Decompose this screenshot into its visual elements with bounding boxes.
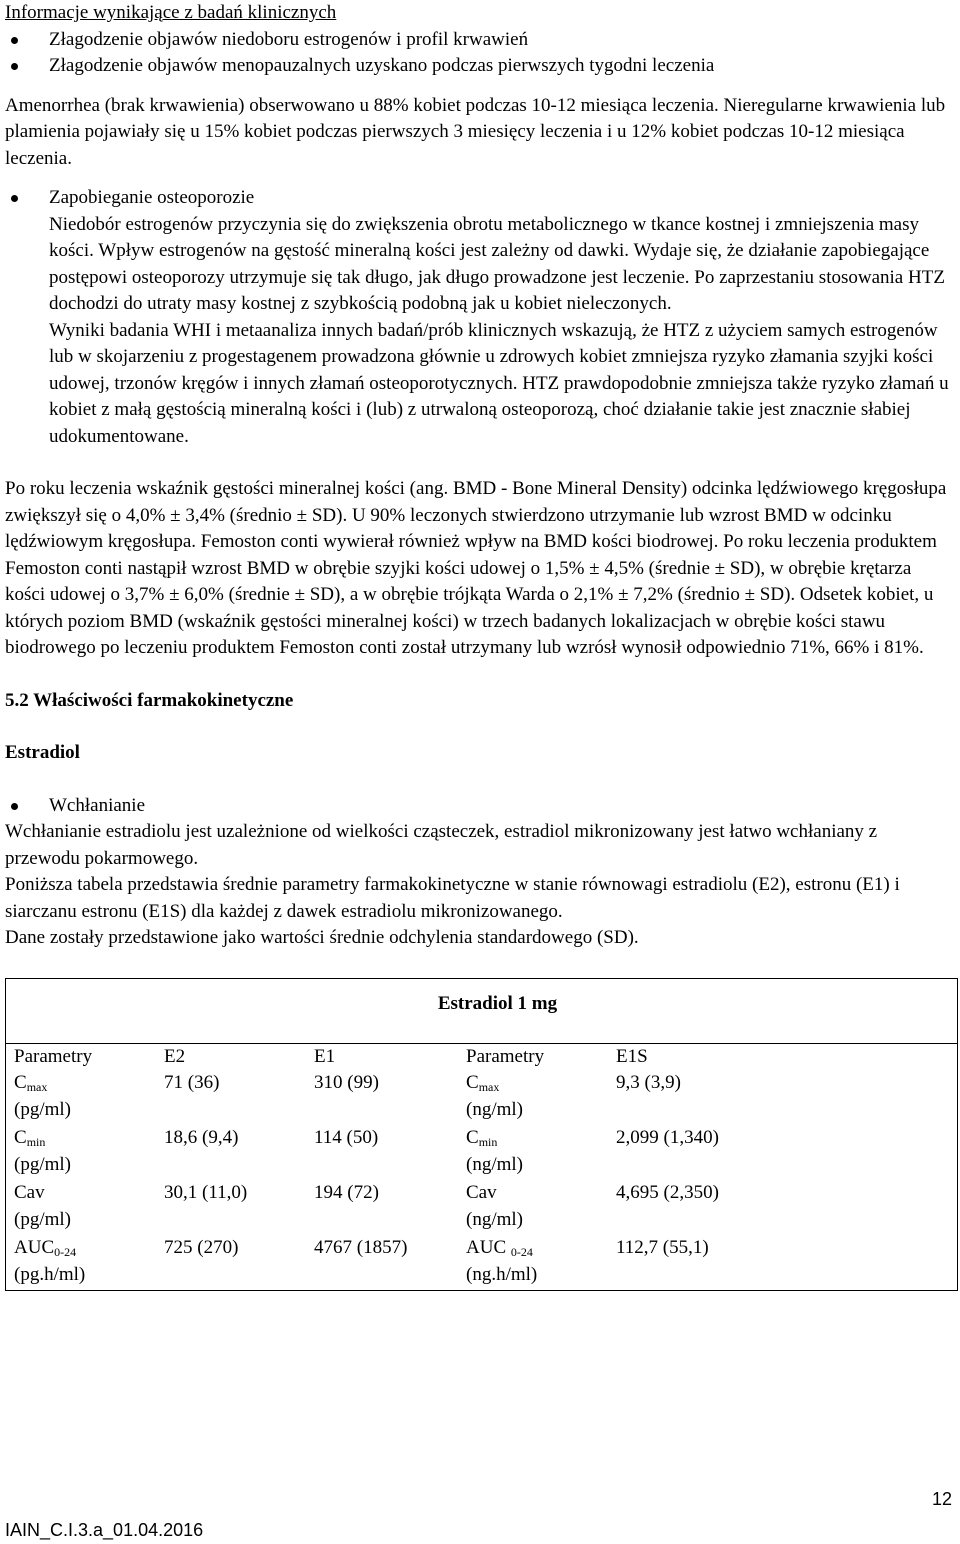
page-number: 12 (931, 1489, 952, 1509)
value-cell: 30,1 (11,0) (164, 1182, 248, 1203)
value-cell: 18,6 (9,4) (164, 1127, 239, 1148)
paragraph: Wchłanianie estradiolu jest uzależnione od wielkości cząsteczek, estradiol mikronizowany jest łatwo wchłaniany z przewodu pokarmowego. (5, 821, 878, 869)
table-row (6, 1180, 957, 1235)
table-row (6, 1070, 957, 1125)
table-body (6, 1044, 957, 1291)
subheading: Estradiol (5, 742, 80, 763)
table-row (6, 1125, 957, 1180)
bullet-item: Wchłanianie (5, 793, 953, 820)
section-heading: 5.2 Właściwości farmakokinetyczne (5, 689, 294, 711)
value-cell: 725 (270) (164, 1237, 239, 1258)
value-cell: 2,099 (1,340) (616, 1127, 719, 1148)
table-header-row (6, 1044, 957, 1071)
paragraph: Dane zostały przedstawione jako wartości średnie odchylenia standardowego (SD). (5, 927, 639, 948)
column-header: Parametry (14, 1045, 93, 1067)
paragraph: Niedobór estrogenów przyczynia się do zwiększenia obrotu metabolicznego w tkance kostnej i zmniejszenia masy kości. Wpływ estrogenów na gęstość mineralną kości jest zależny od dawki. Wydaje się, że działanie zapobiegające postępowi osteoporozy utrzymuje się tak długo, jak długo prowadzone jest leczenie. Po zaprzestaniu stosowania HTZ dochodzi do utraty masy kostnej z szybkością podobną jak u kobiet nieleczonych. (49, 213, 945, 314)
value-cell: 9,3 (3,9) (616, 1072, 681, 1093)
table-body-cell (6, 1043, 958, 1291)
document-page (5, 0, 953, 1291)
parameter-cell: Cav (ng/ml) (466, 1182, 523, 1230)
value-cell: 112,7 (55,1) (616, 1237, 709, 1258)
value-cell: 4767 (1857) (314, 1237, 408, 1258)
parameter-cell: AUC $_{0-24}$ (ng.h/ml) (466, 1237, 538, 1285)
value-cell: 114 (50) (314, 1127, 379, 1148)
parameter-cell: $C_{max}$ (pg/ml) (14, 1072, 71, 1120)
paragraph: Poniższa tabela przedstawia średnie parametry farmakokinetyczne w stanie równowagi estradiolu (E2), estronu (E1) i siarczanu estronu (E1S) dla każdej z dawek estradiolu mikronizowanego. (5, 874, 900, 922)
document-id: IAIN_C.I.3.a_01.04.2016 (5, 1520, 204, 1540)
bullet-item: Zapobieganie osteoporozie (5, 185, 953, 212)
column-header: E2 (164, 1045, 186, 1067)
parameter-cell: Cav (pg/ml) (14, 1182, 71, 1230)
bullet-item: Złagodzenie objawów niedoboru estrogenów i profil krwawień (5, 27, 953, 54)
value-cell: 310 (99) (314, 1072, 379, 1093)
table-title: Estradiol 1 mg (437, 992, 558, 1014)
value-cell: 4,695 (2,350) (616, 1182, 719, 1203)
parameter-cell: $C_{min}$ (ng/ml) (466, 1127, 523, 1175)
paragraph: Amenorrhea (brak krwawienia) obserwowano u 88% kobiet podczas 10-12 miesiąca leczenia. Nieregularne krwawienia lub plamienia pojawiały się u 15% kobiet podczas pierwszych 3 miesięcy leczenia i u 12% kobiet podczas 10-12 miesiąca leczenia. (5, 94, 946, 169)
paragraph: Wyniki badania WHI i metaanaliza innych badań/prób klinicznych wskazują, że HTZ z użyciem samych estrogenów lub w skojarzeniu z progestagenem prowadzona głównie u zdrowych kobiet zmniejsza ryzyko złamania szyjki kości udowej, trzonów kręgów i innych złamań osteoporotycznych. HTZ prawdopodobnie zmniejsza także ryzyko złamań u kobiet z małą gęstością mineralną kości i (lub) z utrwaloną osteoporozą, choć działanie takie jest znacznie słabiej udokumentowane. (49, 319, 949, 447)
table-row (6, 1235, 957, 1290)
pharmacokinetics-table (5, 978, 958, 1292)
value-cell: 71 (36) (164, 1072, 220, 1093)
value-cell: 194 (72) (314, 1182, 379, 1203)
column-header: Parametry (466, 1045, 545, 1067)
parameter-cell: $C_{min}$ (pg/ml) (14, 1127, 71, 1175)
bullet-item: Złagodzenie objawów menopauzalnych uzyskano podczas pierwszych tygodni leczenia (5, 53, 953, 80)
section-heading: Informacje wynikające z badań klinicznych (5, 2, 337, 23)
parameter-cell: $C_{max}$ (ng/ml) (466, 1072, 523, 1120)
parameter-cell: $AUC_{0-24}$ (pg.h/ml) (14, 1237, 86, 1285)
table-title-cell (6, 978, 958, 1043)
paragraph: Po roku leczenia wskaźnik gęstości mineralnej kości (ang. BMD - Bone Mineral Density) odcinka lędźwiowego kręgosłupa zwiększył się o 4,0% ± 3,4% (średnio ± SD). U 90% leczonych stwierdzono utrzymanie lub wzrost BMD w odcinku lędźwiowym kręgosłupa. Femoston conti wywierał również wpływ na BMD kości biodrowej. Po roku leczenia produktem Femoston conti nastąpił wzrost BMD w obrębie szyjki kości udowej o 1,5% ± 4,5% (średnie ± SD), w obrębie krętarza kości udowej o 3,7% ± 6,0% (średnie ± SD), a w obrębie trójkąta Warda o 2,1% ± 7,2% (średnio ± SD). Odsetek kobiet, u których poziom BMD (wskaźnik gęstości mineralnej kości) w trzech badanych lokalizacjach w obrębie kości stawu biodrowego po leczeniu produktem Femoston conti został utrzymany lub wzrósł wynosił odpowiednio 71%, 66% i 81%. (5, 478, 947, 658)
column-header: E1 (314, 1045, 336, 1067)
column-header: E1S (616, 1045, 648, 1067)
